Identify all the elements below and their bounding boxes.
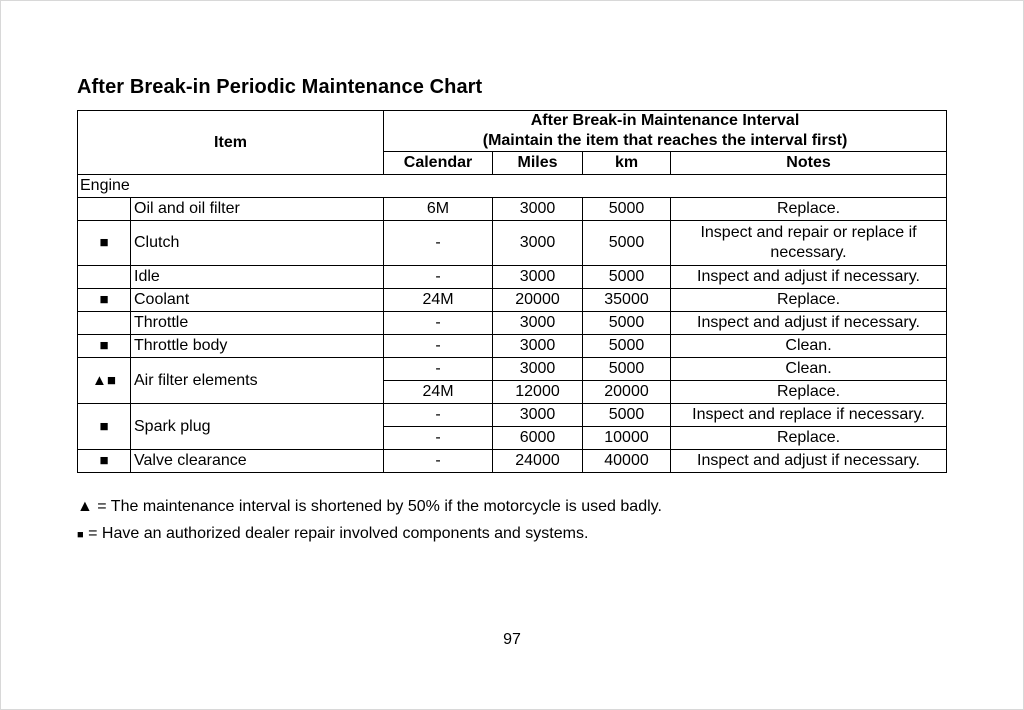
calendar-cell: -: [384, 427, 493, 450]
symbol-cell: [78, 266, 131, 289]
symbol-cell: ■: [78, 289, 131, 312]
symbol-cell: [78, 312, 131, 335]
header-item: Item: [78, 111, 384, 175]
miles-cell: 3000: [493, 335, 583, 358]
item-cell: Air filter elements: [131, 358, 384, 404]
header-interval: [384, 111, 947, 152]
item-cell: Valve clearance: [131, 450, 384, 473]
maintenance-table: [77, 110, 947, 473]
table-row: [78, 198, 947, 221]
calendar-cell: -: [384, 312, 493, 335]
symbol-cell: ■: [78, 450, 131, 473]
notes-cell: Clean.: [671, 358, 947, 381]
notes-cell: Replace.: [671, 427, 947, 450]
notes-cell: Replace.: [671, 289, 947, 312]
page-number: 97: [503, 631, 521, 648]
section-row: [78, 175, 947, 198]
notes-line: Inspect and repair or replace if: [700, 224, 917, 241]
legend-triangle: [77, 498, 662, 516]
notes-cell: [671, 221, 947, 266]
item-cell: Idle: [131, 266, 384, 289]
miles-cell: 3000: [493, 221, 583, 266]
calendar-cell: -: [384, 404, 493, 427]
miles-cell: 20000: [493, 289, 583, 312]
header-miles: Miles: [493, 152, 583, 175]
miles-cell: 3000: [493, 358, 583, 381]
item-cell: Spark plug: [131, 404, 384, 450]
table-row: [78, 450, 947, 473]
calendar-cell: 6M: [384, 198, 493, 221]
km-cell: 5000: [583, 266, 671, 289]
km-cell: 5000: [583, 221, 671, 266]
item-cell: Throttle body: [131, 335, 384, 358]
page-title: After Break-in Periodic Maintenance Chart: [77, 76, 483, 98]
header-km: km: [583, 152, 671, 175]
table-row: [78, 289, 947, 312]
notes-cell: Inspect and adjust if necessary.: [671, 266, 947, 289]
calendar-cell: -: [384, 335, 493, 358]
table-row: [78, 335, 947, 358]
item-cell: Throttle: [131, 312, 384, 335]
notes-cell: Replace.: [671, 198, 947, 221]
symbol-cell: ■: [78, 221, 131, 266]
notes-cell: Inspect and adjust if necessary.: [671, 312, 947, 335]
item-cell: Clutch: [131, 221, 384, 266]
header-notes: Notes: [671, 152, 947, 175]
legend-square: [77, 525, 588, 543]
km-cell: 5000: [583, 358, 671, 381]
table-row: [78, 358, 947, 381]
calendar-cell: -: [384, 450, 493, 473]
calendar-cell: -: [384, 358, 493, 381]
km-cell: 5000: [583, 404, 671, 427]
legend-text: = The maintenance interval is shortened by 50% if the motorcycle is used badly.: [97, 498, 662, 515]
table-row: [78, 404, 947, 427]
legend-text: = Have an authorized dealer repair involved components and systems.: [88, 525, 589, 542]
triangle-icon: ▲: [77, 498, 93, 515]
km-cell: 5000: [583, 335, 671, 358]
calendar-cell: 24M: [384, 381, 493, 404]
header-calendar: Calendar: [384, 152, 493, 175]
notes-cell: Replace.: [671, 381, 947, 404]
km-cell: 5000: [583, 312, 671, 335]
header-interval-subtitle: (Maintain the item that reaches the interval first): [482, 132, 848, 149]
square-icon: ■: [77, 529, 84, 541]
miles-cell: 6000: [493, 427, 583, 450]
table-row: [78, 221, 947, 266]
table-row: [78, 312, 947, 335]
calendar-cell: -: [384, 221, 493, 266]
km-cell: 5000: [583, 198, 671, 221]
header-interval-title: After Break-in Maintenance Interval: [530, 112, 800, 129]
km-cell: 35000: [583, 289, 671, 312]
miles-cell: 3000: [493, 404, 583, 427]
symbol-cell: ▲■: [78, 358, 131, 404]
notes-cell: Clean.: [671, 335, 947, 358]
notes-cell: Inspect and replace if necessary.: [671, 404, 947, 427]
miles-cell: 24000: [493, 450, 583, 473]
km-cell: 40000: [583, 450, 671, 473]
miles-cell: 3000: [493, 266, 583, 289]
km-cell: 10000: [583, 427, 671, 450]
table-row: [78, 266, 947, 289]
calendar-cell: -: [384, 266, 493, 289]
section-engine: Engine: [78, 175, 947, 198]
miles-cell: 3000: [493, 312, 583, 335]
item-cell: Coolant: [131, 289, 384, 312]
notes-cell: Inspect and adjust if necessary.: [671, 450, 947, 473]
item-cell: Oil and oil filter: [131, 198, 384, 221]
miles-cell: 3000: [493, 198, 583, 221]
miles-cell: 12000: [493, 381, 583, 404]
notes-line: necessary.: [770, 244, 847, 261]
calendar-cell: 24M: [384, 289, 493, 312]
km-cell: 20000: [583, 381, 671, 404]
symbol-cell: ■: [78, 404, 131, 450]
symbol-cell: [78, 198, 131, 221]
symbol-cell: ■: [78, 335, 131, 358]
header-row-1: [78, 111, 947, 152]
